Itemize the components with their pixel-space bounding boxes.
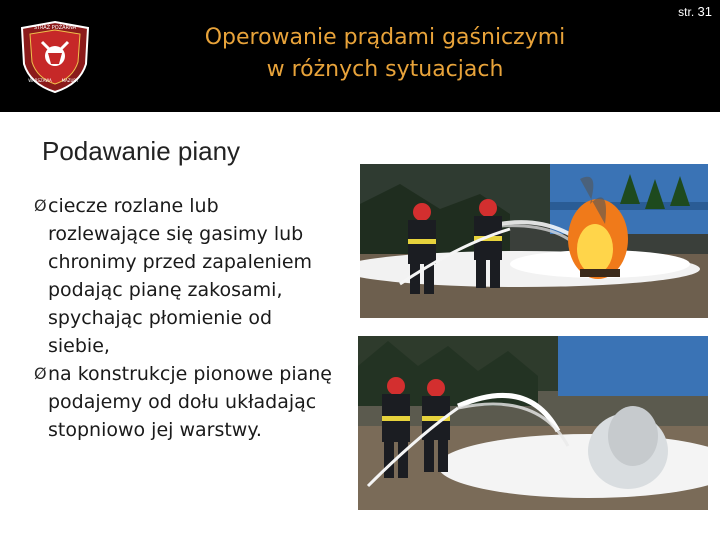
logo-right-text: MAZURY — [61, 78, 79, 83]
bullet-text: ciecze rozlane lub rozlewające się gasimy lub chronimy przed zapaleniem podając pianę zakosami, spychając płomienie od siebie, — [48, 195, 313, 357]
logo-left-text: WARSZAWA — [28, 78, 52, 83]
page-number — [678, 4, 712, 19]
bullet-list — [34, 192, 334, 444]
firefighters-foam-layer-photo — [358, 336, 708, 510]
page-number-value: 31 — [697, 4, 712, 19]
title-line-2: w różnych sytuacjach — [266, 57, 504, 82]
bullet-item — [34, 192, 334, 360]
slide-title — [150, 22, 620, 86]
page-prefix: str. — [678, 5, 695, 19]
firefighters-foam-fire-photo — [360, 164, 708, 318]
header-bar — [0, 0, 720, 112]
bullet-item — [34, 360, 334, 444]
arrow-bullet-icon: Ø — [34, 364, 47, 383]
fire-brigade-logo — [18, 20, 92, 94]
arrow-bullet-icon: Ø — [34, 196, 47, 215]
slide-subtitle: Podawanie piany — [42, 136, 241, 166]
bullet-text: na konstrukcje pionowe pianę podajemy od dołu układając stopniowo jej warstwy. — [48, 363, 332, 441]
logo-top-text: STRAŻ POŻARNA — [33, 25, 77, 31]
title-line-1: Operowanie prądami gaśniczymi — [204, 25, 566, 50]
